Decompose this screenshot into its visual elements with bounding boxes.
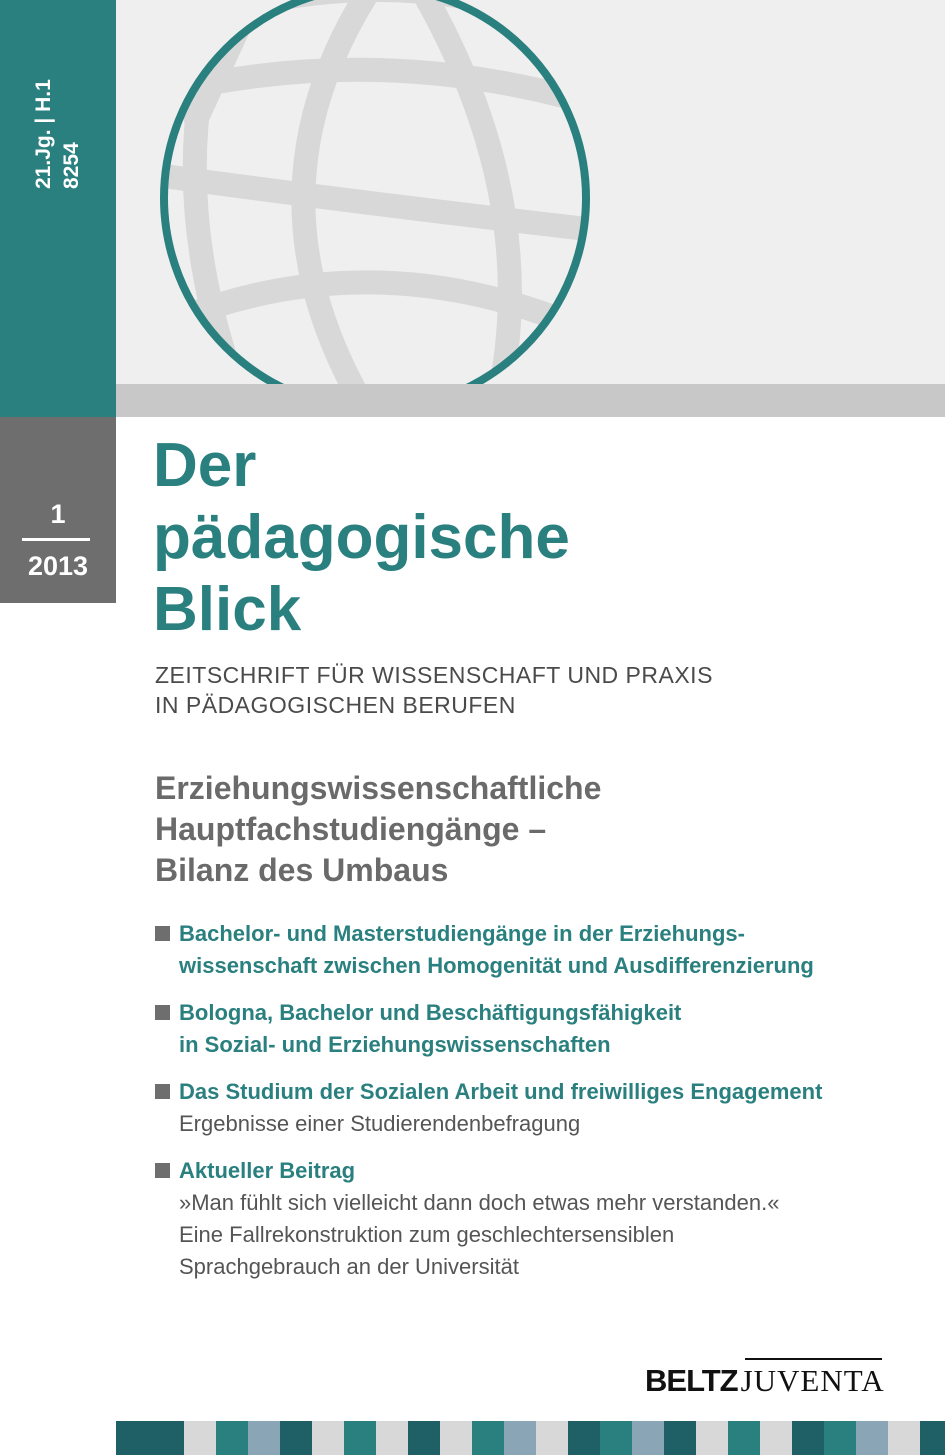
globe-icon [116, 0, 945, 384]
logo-beltz: BELTZ [645, 1363, 738, 1398]
subtitle-line-1: ZEITSCHRIFT FÜR WISSENSCHAFT UND PRAXIS [155, 662, 713, 688]
article-subtitle: Ergebnisse einer Studierendenbefragung [179, 1111, 581, 1136]
theme-line-3: Bilanz des Umbaus [155, 852, 449, 888]
issue-divider [22, 538, 90, 541]
spine-block [0, 0, 116, 417]
article-title: Bachelor- und Masterstudiengänge in der Erziehungs- [179, 921, 745, 946]
theme-line-2: Hauptfachstudiengänge – [155, 811, 547, 847]
article-title: Aktueller Beitrag [179, 1158, 356, 1183]
article-subtitle: »Man fühlt sich vielleicht dann doch etwas mehr verstanden.« [179, 1190, 780, 1215]
article-title: in Sozial- und Erziehungswissenschaften [179, 1032, 611, 1057]
issue-year: 2013 [27, 551, 89, 581]
issue-theme [155, 768, 601, 891]
issue-block [0, 417, 116, 603]
subtitle-line-2: IN PÄDAGOGISCHEN BERUFEN [155, 692, 516, 718]
journal-subtitle [155, 660, 713, 720]
title-line-2: pädagogische [153, 503, 570, 572]
square-bullet-icon [155, 1084, 170, 1099]
theme-line-1: Erziehungswissenschaftliche [155, 770, 602, 806]
square-bullet-icon [155, 1005, 170, 1020]
title-line-1: Der [153, 431, 257, 500]
article-title: Das Studium der Sozialen Arbeit und freiwilliges Engagement [179, 1079, 823, 1104]
list-item [155, 997, 915, 1061]
square-bullet-icon [155, 926, 170, 941]
publisher-logo [645, 1362, 885, 1396]
gray-divider-bar [116, 384, 945, 417]
spine-volume-issue: 21.Jg. | H.1 [32, 79, 55, 189]
article-subtitle: Sprachgebrauch an der Universität [179, 1254, 519, 1279]
issue-number: 1 [50, 499, 66, 529]
article-list [155, 918, 915, 1298]
logo-rule [745, 1358, 882, 1360]
spine-number: 8254 [60, 142, 83, 189]
list-item [155, 1076, 915, 1140]
title-line-3: Blick [153, 575, 302, 644]
article-subtitle: Eine Fallrekonstruktion zum geschlechtersensiblen [179, 1222, 675, 1247]
logo-juventa: JUVENTA [740, 1363, 885, 1398]
color-stripe-bar [116, 1421, 945, 1455]
article-title: wissenschaft zwischen Homogenität und Ausdifferenzierung [179, 953, 814, 978]
article-title: Bologna, Bachelor und Beschäftigungsfähigkeit [179, 1000, 682, 1025]
list-item [155, 918, 915, 982]
spine-text [26, 44, 90, 189]
list-item [155, 1155, 915, 1283]
square-bullet-icon [155, 1163, 170, 1178]
journal-title [153, 430, 570, 646]
